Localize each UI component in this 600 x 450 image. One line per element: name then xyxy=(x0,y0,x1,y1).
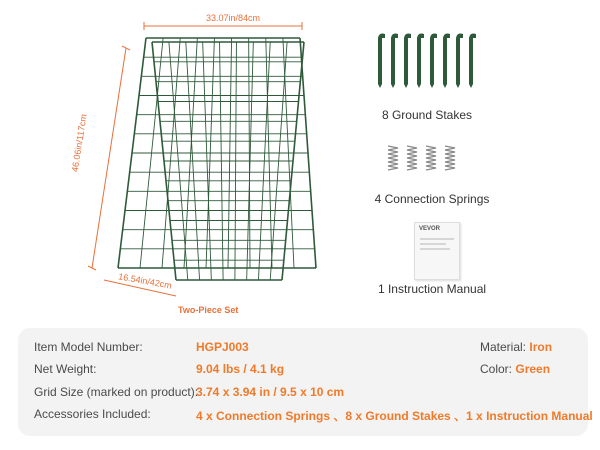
height-label: 46.06in/117cm xyxy=(69,113,89,173)
model-value: HGPJ003 xyxy=(196,340,249,354)
manual-label: 1 Instruction Manual xyxy=(377,282,487,296)
material-value: Iron xyxy=(529,340,553,354)
ground-stakes-icon xyxy=(370,32,486,88)
height-dimension-line xyxy=(92,48,126,268)
depth-label: 16.54in/42cm xyxy=(117,271,173,291)
color-row xyxy=(480,362,550,376)
model-label: Item Model Number: xyxy=(34,340,143,354)
stakes-label: 8 Ground Stakes xyxy=(381,108,473,122)
instruction-manual-icon xyxy=(414,222,460,280)
color-label: Color: xyxy=(480,362,513,376)
material-label: Material: xyxy=(480,340,527,354)
grid-size-value: 3.74 x 3.94 in / 9.5 x 10 cm xyxy=(196,385,345,399)
accessories-value: 4 x Connection Springs 、8 x Ground Stakes 、1 x Instruction Manual xyxy=(196,409,593,423)
set-note: Two-Piece Set xyxy=(178,305,239,315)
accessories-label: Accessories Included: xyxy=(34,407,151,421)
manual-brand: VEVOR xyxy=(419,226,441,232)
material-row xyxy=(480,340,552,354)
trellis-frame xyxy=(118,38,316,280)
springs-label: 4 Connection Springs xyxy=(374,192,490,206)
grid-size-label: Grid Size (marked on product): xyxy=(34,385,199,399)
connection-springs-icon xyxy=(384,142,464,176)
width-label: 33.07in/84cm xyxy=(206,13,261,23)
weight-value: 9.04 lbs / 4.1 kg xyxy=(196,362,285,376)
weight-label: Net Weight: xyxy=(34,362,97,376)
color-value: Green xyxy=(515,362,551,376)
